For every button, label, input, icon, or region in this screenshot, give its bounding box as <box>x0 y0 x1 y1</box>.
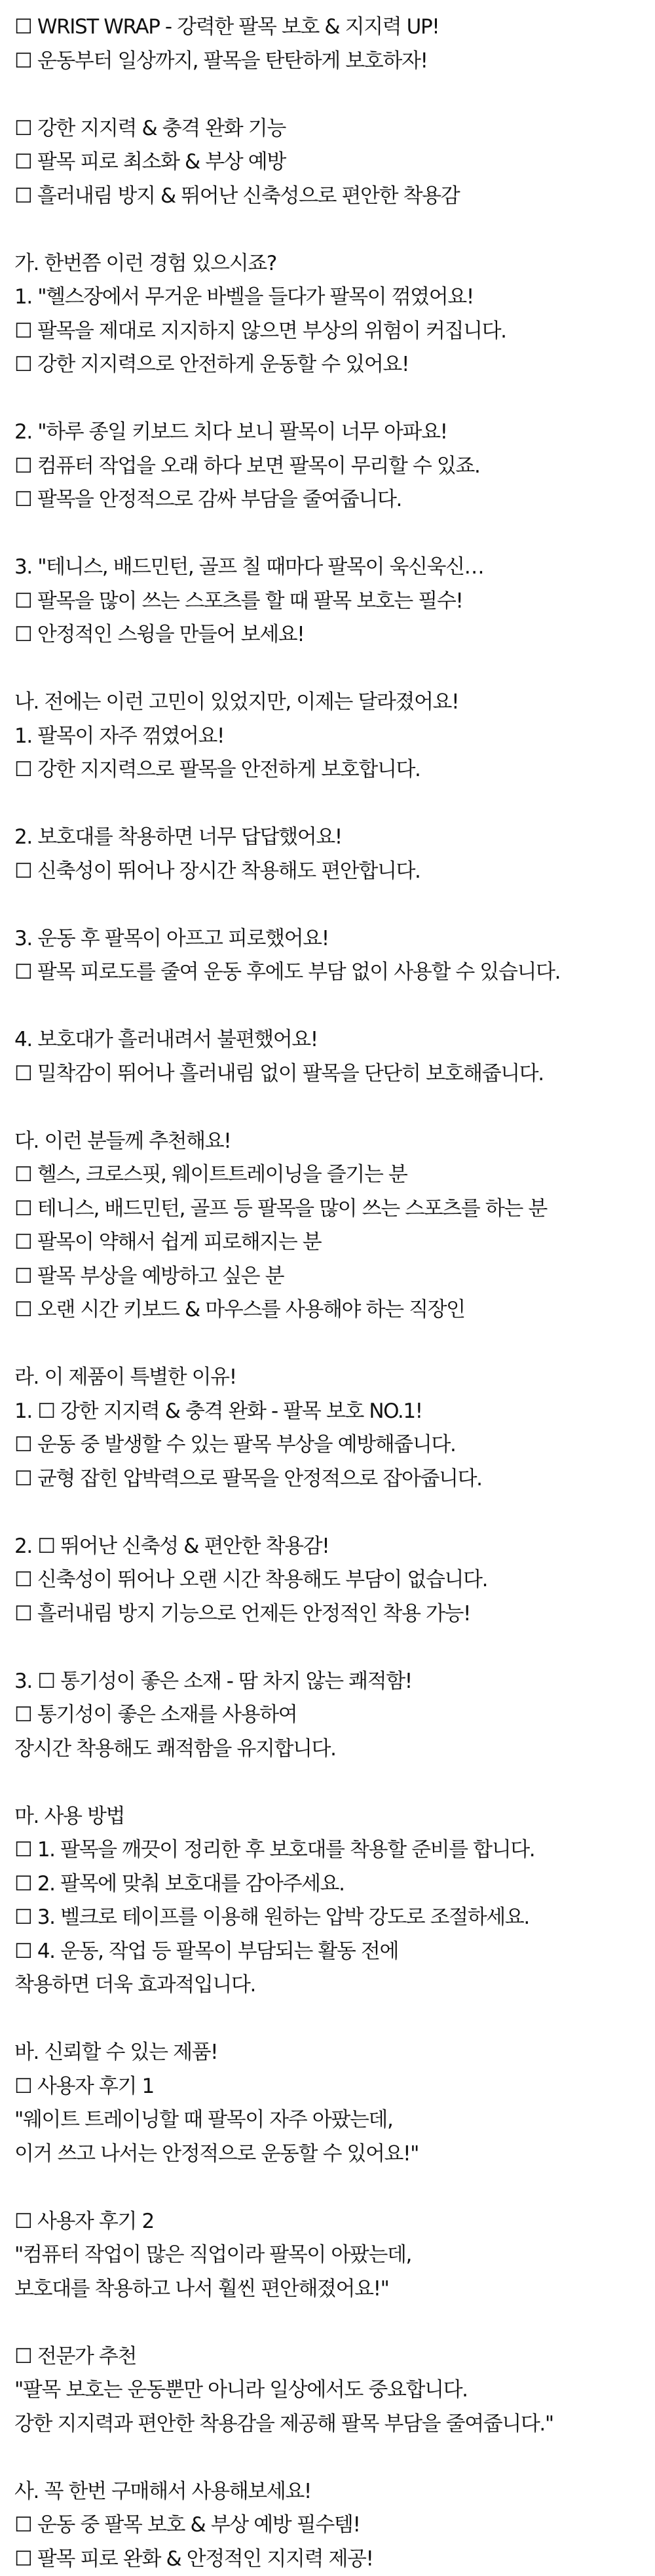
text-line: ☐ 안정적인 스윙을 만들어 보세요! <box>14 618 655 652</box>
text-line: 마. 사용 방법 <box>14 1800 655 1834</box>
text-line: ☐ 1. 팔목을 깨끗이 정리한 후 보호대를 착용할 준비를 합니다. <box>14 1833 655 1867</box>
text-line: ☐ 4. 운동, 작업 등 팔목이 부담되는 활동 전에 <box>14 1935 655 1969</box>
text-line: 이거 쓰고 나서는 안정적으로 운동할 수 있어요!" <box>14 2137 655 2172</box>
blank-line <box>14 990 655 1024</box>
text-line: 1. "헬스장에서 무거운 바벨을 들다가 팔목이 꺾였어요! <box>14 281 655 315</box>
text-line: ☐ 사용자 후기 1 <box>14 2070 655 2104</box>
blank-line <box>14 1091 655 1125</box>
text-line: ☐ 균형 잡힌 압박력으로 팔목을 안정적으로 잡아줍니다. <box>14 1462 655 1496</box>
text-line: ☐ 3. 벨크로 테이프를 이용해 원하는 압박 강도로 조절하세요. <box>14 1901 655 1935</box>
text-line: ☐ 운동 중 발생할 수 있는 팔목 부상을 예방해줍니다. <box>14 1428 655 1462</box>
text-line: ☐ 흘러내림 방지 & 뛰어난 신축성으로 편안한 착용감 <box>14 180 655 214</box>
text-line: ☐ 팔목을 안정적으로 감싸 부담을 줄여줍니다. <box>14 483 655 517</box>
text-line: 나. 전에는 이런 고민이 있었지만, 이제는 달라졌어요! <box>14 686 655 720</box>
text-line: ☐ 흘러내림 방지 기능으로 언제든 안정적인 착용 가능! <box>14 1597 655 1631</box>
blank-line <box>14 1496 655 1530</box>
text-line: 2. ☐ 뛰어난 신축성 & 편안한 착용감! <box>14 1530 655 1564</box>
text-line: ☐ 팔목 피로 완화 & 안정적인 지지력 제공! <box>14 2543 655 2576</box>
text-line: 4. 보호대가 흘러내려서 불편했어요! <box>14 1023 655 1057</box>
text-line: ☐ 팔목을 제대로 지지하지 않으면 부상의 위험이 커집니다. <box>14 315 655 349</box>
text-line: 2. "하루 종일 키보드 치다 보니 팔목이 너무 아파요! <box>14 416 655 450</box>
text-line: ☐ 운동 중 팔목 보호 & 부상 예방 필수템! <box>14 2508 655 2543</box>
text-line: 가. 한번쯤 이런 경험 있으시죠? <box>14 247 655 281</box>
text-line: ☐ 컴퓨터 작업을 오래 하다 보면 팔목이 무리할 수 있죠. <box>14 450 655 484</box>
text-line: 2. 보호대를 착용하면 너무 답답했어요! <box>14 821 655 855</box>
text-line: 장시간 착용해도 쾌적함을 유지합니다. <box>14 1732 655 1766</box>
blank-line <box>14 1631 655 1665</box>
text-line: 3. ☐ 통기성이 좋은 소재 - 땀 차지 않는 쾌적함! <box>14 1665 655 1699</box>
text-line: 1. ☐ 강한 지지력 & 충격 완화 - 팔목 보호 NO.1! <box>14 1395 655 1429</box>
blank-line <box>14 888 655 922</box>
text-line: ☐ 강한 지지력으로 팔목을 안전하게 보호합니다. <box>14 753 655 787</box>
text-line: 3. 운동 후 팔목이 아프고 피로했어요! <box>14 922 655 956</box>
blank-line <box>14 652 655 686</box>
blank-line <box>14 2002 655 2037</box>
blank-line <box>14 787 655 821</box>
text-line: ☐ 운동부터 일상까지, 팔목을 탄탄하게 보호하자! <box>14 45 655 79</box>
text-line: 보호대를 착용하고 나서 훨씬 편안해졌어요!" <box>14 2273 655 2307</box>
blank-line <box>14 517 655 551</box>
text-line: ☐ 2. 팔목에 맞춰 보호대를 감아주세요. <box>14 1867 655 1902</box>
text-line: "팔목 보호는 운동뿐만 아니라 일상에서도 중요합니다. <box>14 2373 655 2408</box>
blank-line <box>14 1766 655 1800</box>
text-line: ☐ 강한 지지력으로 안전하게 운동할 수 있어요! <box>14 348 655 382</box>
text-line: 사. 꼭 한번 구매해서 사용해보세요! <box>14 2475 655 2509</box>
text-line: 3. "테니스, 배드민턴, 골프 칠 때마다 팔목이 욱신욱신… <box>14 551 655 585</box>
text-line: 다. 이런 분들께 추천해요! <box>14 1125 655 1159</box>
blank-line <box>14 78 655 112</box>
text-line: ☐ 팔목이 약해서 쉽게 피로해지는 분 <box>14 1226 655 1260</box>
text-line: ☐ 전문가 추천 <box>14 2340 655 2374</box>
blank-line <box>14 2306 655 2340</box>
text-line: ☐ 밀착감이 뛰어나 흘러내림 없이 팔목을 단단히 보호해줍니다. <box>14 1057 655 1091</box>
text-line: ☐ WRIST WRAP - 강력한 팔목 보호 & 지지력 UP! <box>14 10 655 45</box>
blank-line <box>14 213 655 247</box>
text-line: ☐ 테니스, 배드민턴, 골프 등 팔목을 많이 쓰는 스포츠를 하는 분 <box>14 1192 655 1226</box>
text-line: ☐ 신축성이 뛰어나 장시간 착용해도 편안합니다. <box>14 855 655 889</box>
blank-line <box>14 1327 655 1361</box>
text-line: ☐ 팔목 부상을 예방하고 싶은 분 <box>14 1260 655 1294</box>
text-line: ☐ 팔목을 많이 쓰는 스포츠를 할 때 팔목 보호는 필수! <box>14 585 655 619</box>
text-line: 강한 지지력과 편안한 착용감을 제공해 팔목 부담을 줄여줍니다." <box>14 2408 655 2442</box>
text-line: ☐ 팔목 피로도를 줄여 운동 후에도 부담 없이 사용할 수 있습니다. <box>14 956 655 990</box>
text-line: 1. 팔목이 자주 꺾였어요! <box>14 720 655 754</box>
blank-line <box>14 382 655 416</box>
text-line: ☐ 사용자 후기 2 <box>14 2205 655 2239</box>
text-line: ☐ 헬스, 크로스핏, 웨이트트레이닝을 즐기는 분 <box>14 1158 655 1192</box>
text-line: "컴퓨터 작업이 많은 직업이라 팔목이 아팠는데, <box>14 2238 655 2273</box>
text-line: ☐ 팔목 피로 최소화 & 부상 예방 <box>14 146 655 180</box>
text-line: 라. 이 제품이 특별한 이유! <box>14 1361 655 1395</box>
text-line: 착용하면 더욱 효과적입니다. <box>14 1968 655 2002</box>
text-line: ☐ 신축성이 뛰어나 오랜 시간 착용해도 부담이 없습니다. <box>14 1563 655 1597</box>
text-line: "웨이트 트레이닝할 때 팔목이 자주 아팠는데, <box>14 2103 655 2137</box>
text-line: 바. 신뢰할 수 있는 제품! <box>14 2036 655 2070</box>
blank-line <box>14 2441 655 2475</box>
text-line: ☐ 오랜 시간 키보드 & 마우스를 사용해야 하는 직장인 <box>14 1293 655 1327</box>
blank-line <box>14 2171 655 2205</box>
text-line: ☐ 통기성이 좋은 소재를 사용하여 <box>14 1698 655 1732</box>
text-line: ☐ 강한 지지력 & 충격 완화 기능 <box>14 112 655 146</box>
